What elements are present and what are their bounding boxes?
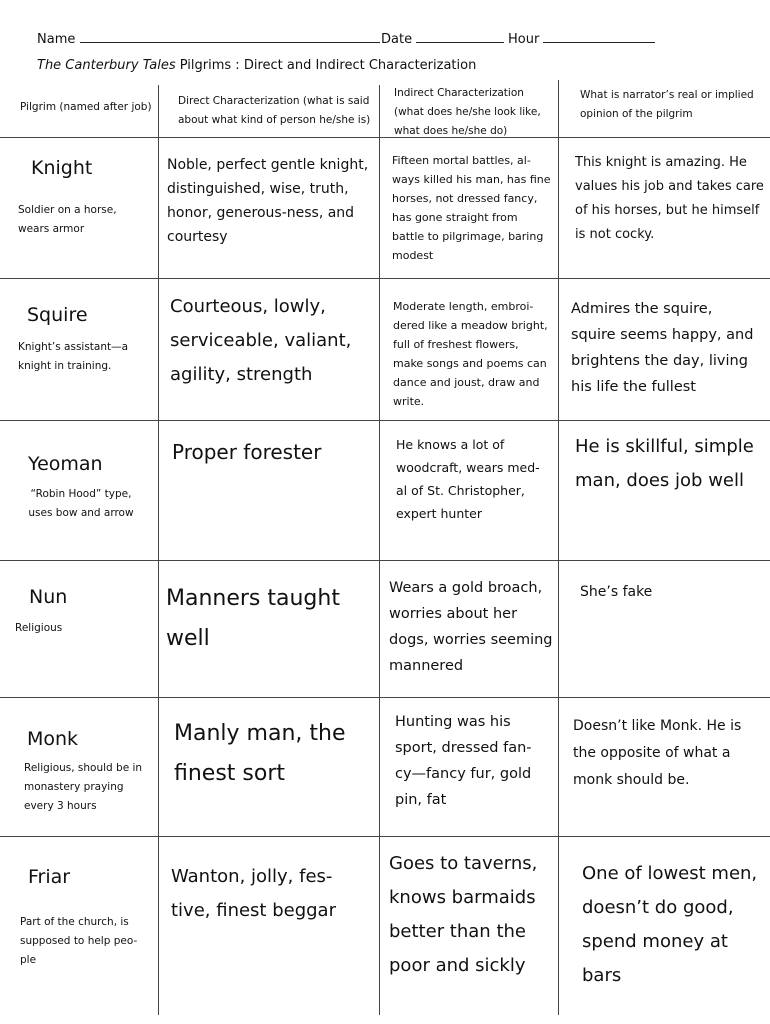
direct-cell[interactable]: Manly man, the finest sort	[174, 721, 346, 786]
col-divider-1	[158, 85, 159, 1015]
opinion-cell[interactable]: Admires the squire, squire seems happy, and brightens the day, living his life the fullest	[571, 301, 754, 395]
date-label: Date	[381, 32, 413, 47]
pilgrim-desc: Soldier on a horse, wears armor	[18, 204, 117, 235]
col-header-indirect: Indirect Characterization (what does he/she look like, what does he/she do)	[394, 87, 541, 137]
direct-cell[interactable]: Manners taught well	[166, 586, 340, 651]
direct-cell[interactable]: Proper forester	[172, 440, 322, 464]
direct-cell[interactable]: Wanton, jolly, fes-tive, finest beggar	[171, 866, 336, 921]
row-divider-0	[0, 137, 770, 138]
col-divider-2	[379, 85, 380, 1015]
direct-cell[interactable]: Noble, perfect gentle knight, distinguished, wise, truth, honor, generous-ness, and courtesy	[167, 157, 369, 245]
col-header-opinion: What is narrator’s real or implied opinion of the pilgrim	[580, 89, 754, 120]
col-divider-3	[558, 80, 559, 1015]
name-blank[interactable]	[80, 30, 380, 43]
title-rest: Pilgrims : Direct and Indirect Characterization	[175, 58, 477, 73]
pilgrim-desc: Religious, should be in monastery praying every 3 hours	[24, 762, 143, 812]
pilgrim-name: Squire	[27, 304, 88, 326]
title-italic: The Canterbury Tales	[37, 58, 176, 73]
date-field[interactable]	[381, 30, 504, 48]
hour-field[interactable]	[508, 30, 655, 48]
row-divider-2	[0, 420, 770, 421]
row-divider-1	[0, 278, 770, 279]
opinion-cell[interactable]: One of lowest men, doesn’t do good, spend money at bars	[582, 863, 758, 986]
opinion-cell[interactable]: She’s fake	[580, 584, 653, 600]
pilgrim-name: Yeoman	[28, 453, 103, 475]
pilgrim-name: Friar	[28, 866, 71, 888]
indirect-cell[interactable]: Goes to taverns, knows barmaids better than the poor and sickly	[389, 853, 538, 976]
pilgrim-desc: Knight’s assistant—a knight in training.	[18, 341, 129, 372]
opinion-cell[interactable]: Doesn’t like Monk. He is the opposite of what a monk should be.	[573, 718, 742, 788]
indirect-cell[interactable]: Moderate length, embroi-dered like a meadow bright, full of freshest flowers, make songs and poems can dance and joust, draw and write.	[393, 300, 548, 408]
direct-cell[interactable]: Courteous, lowly, serviceable, valiant, agility, strength	[170, 296, 352, 385]
pilgrim-name: Knight	[31, 157, 93, 179]
pilgrim-desc: Religious	[15, 622, 63, 634]
opinion-cell[interactable]: This knight is amazing. He values his job and takes care of his horses, but he himself is not cocky.	[575, 155, 764, 242]
name-label: Name	[37, 32, 76, 47]
name-field[interactable]	[37, 30, 380, 48]
row-divider-3	[0, 560, 770, 561]
hour-blank[interactable]	[543, 30, 655, 43]
hour-label: Hour	[508, 32, 540, 47]
pilgrim-name: Monk	[27, 728, 79, 750]
col-header-direct: Direct Characterization (what is said about what kind of person he/she is)	[178, 95, 371, 126]
col-header-pilgrim: Pilgrim (named after job)	[20, 101, 152, 113]
pilgrim-desc: “Robin Hood” type, uses bow and arrow	[28, 488, 134, 519]
indirect-cell[interactable]: Hunting was his sport, dressed fan-cy—fancy fur, gold pin, fat	[395, 714, 532, 808]
indirect-cell[interactable]: Fifteen mortal battles, al-ways killed his man, has fine horses, not dressed fancy, has gone straight from battle to pilgrimage, baring modest	[392, 154, 551, 262]
indirect-cell[interactable]: Wears a gold broach, worries about her dogs, worries seeming mannered	[389, 580, 553, 674]
date-blank[interactable]	[416, 30, 504, 43]
pilgrim-name: Nun	[29, 586, 68, 608]
opinion-cell[interactable]: He is skillful, simple man, does job well	[575, 436, 754, 491]
indirect-cell[interactable]: He knows a lot of woodcraft, wears med-al of St. Christopher, expert hunter	[396, 437, 540, 521]
pilgrim-desc: Part of the church, is supposed to help peo-ple	[20, 916, 138, 966]
worksheet-title	[37, 58, 476, 73]
row-divider-5	[0, 836, 770, 837]
row-divider-4	[0, 697, 770, 698]
